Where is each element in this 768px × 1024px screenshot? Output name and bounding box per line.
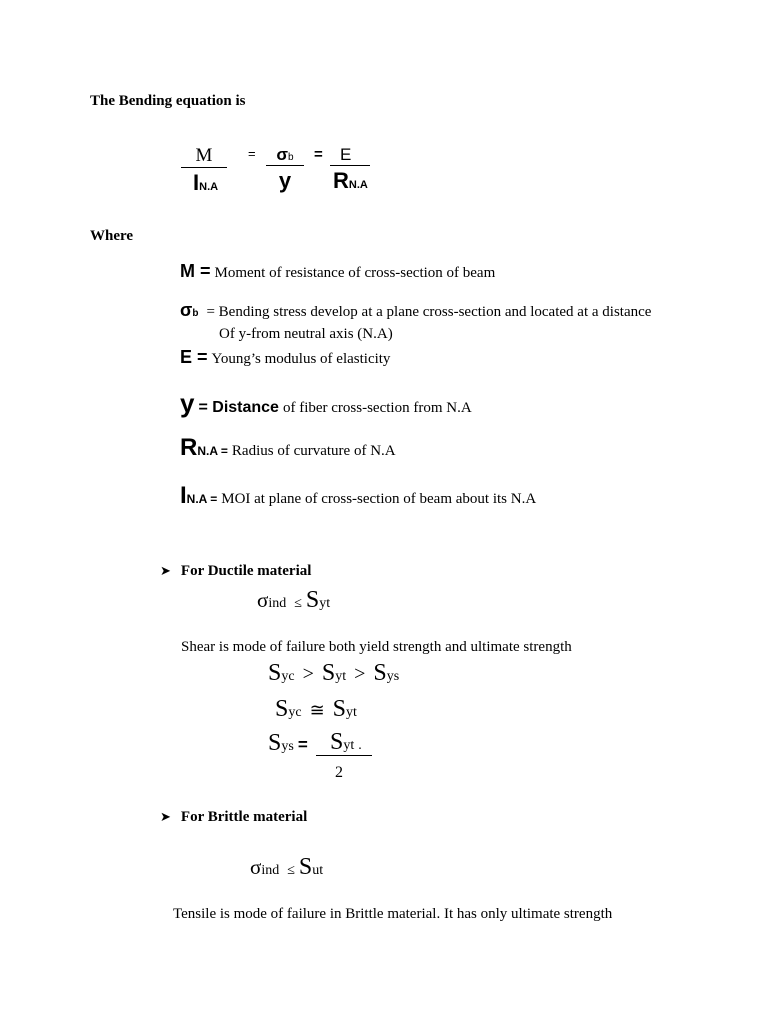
rel3-numerator xyxy=(316,730,372,756)
definition-e xyxy=(180,347,390,368)
ductile-relation-2 xyxy=(275,696,357,723)
denominator-y: y xyxy=(278,168,292,193)
numerator-sigma-sub: b xyxy=(288,152,294,163)
symbol-i-main: I xyxy=(180,482,187,509)
ductile-sigma: σ xyxy=(257,588,269,612)
definition-m xyxy=(180,261,495,282)
sigma-eq: = B xyxy=(206,304,229,320)
text-sigma-line2: Of y-from neutral axis (N.A) xyxy=(219,326,393,342)
symbol-sigma xyxy=(180,300,198,320)
symbol-y: y xyxy=(180,388,195,418)
right-arrowhead-icon: ➤ xyxy=(160,809,171,824)
brittle-s: S xyxy=(298,854,313,880)
numerator-e: E xyxy=(330,146,370,166)
ductile-title: For Ductile material xyxy=(180,563,312,579)
rel2-a-sub: yc xyxy=(288,705,302,720)
ductile-section-title xyxy=(160,562,311,580)
rel2-a: S xyxy=(275,696,289,722)
definition-r xyxy=(180,434,396,462)
denominator-i-main: I xyxy=(193,170,200,195)
rel3-dot: . xyxy=(358,738,362,753)
symbol-sigma-sub: b xyxy=(192,308,199,319)
symbol-sigma-main: σ xyxy=(180,300,193,320)
denominator-i xyxy=(181,168,227,194)
right-arrowhead-icon: ➤ xyxy=(160,563,171,578)
brittle-section-title xyxy=(160,808,307,826)
text-i: MOI at plane of cross-section of beam about its N.A xyxy=(221,491,537,507)
brittle-sigma: σ xyxy=(250,855,262,879)
equals-sign-2: = xyxy=(314,146,323,163)
rel1-c-sub: ys xyxy=(386,669,400,684)
definition-sigma xyxy=(180,300,651,321)
rel3-denominator: 2 xyxy=(335,764,343,781)
symbol-i-sub: N.A = xyxy=(186,492,218,506)
rel3-a: S xyxy=(268,730,282,756)
numerator-sigma xyxy=(266,146,304,166)
rel1-c: S xyxy=(373,660,387,686)
symbol-r-main: R xyxy=(180,434,198,461)
ductile-relation-3 xyxy=(268,730,308,757)
rel3-num: S xyxy=(330,729,344,755)
rel2-b-sub: yt xyxy=(346,705,357,720)
rel1-op2: > xyxy=(354,663,366,685)
numerator-m: M xyxy=(181,146,227,168)
where-label: Where xyxy=(90,228,134,244)
brittle-condition xyxy=(250,854,323,881)
rel3-a-sub: ys xyxy=(281,739,294,754)
brittle-leq: ≤ xyxy=(287,863,295,878)
symbol-r-sub: N.A = xyxy=(197,444,228,458)
text-y: of fiber cross-section from N.A xyxy=(282,400,472,416)
page-heading: The Bending equation is xyxy=(90,93,246,109)
brittle-s-sub: ut xyxy=(312,863,324,878)
definition-y xyxy=(180,388,472,419)
ductile-condition xyxy=(257,587,330,614)
text-m: Moment of resistance of cross-section of beam xyxy=(214,265,496,281)
brittle-sigma-sub: ind xyxy=(261,863,280,878)
equals-sign-1: = xyxy=(248,146,256,161)
rel1-op1: > xyxy=(302,663,314,685)
ductile-note: Shear is mode of failure both yield strength and ultimate strength xyxy=(181,639,572,655)
rel2-b: S xyxy=(332,696,347,722)
ductile-s-sub: yt xyxy=(319,596,331,611)
ductile-s: S xyxy=(305,587,320,613)
fraction-m-over-i xyxy=(181,146,227,194)
rel1-a: S xyxy=(268,660,282,686)
rel1-b-sub: yt xyxy=(335,669,347,684)
symbol-e: E = xyxy=(180,347,208,367)
ductile-leq: ≤ xyxy=(294,596,302,611)
brittle-title: For Brittle material xyxy=(180,809,308,825)
rel3-num-sub: yt xyxy=(343,738,355,753)
ductile-relation-1 xyxy=(268,660,399,687)
y-eq: = Distance xyxy=(198,399,279,416)
rel2-op: ≅ xyxy=(309,700,325,720)
denominator-r-sub: N.A xyxy=(348,179,368,191)
denominator-i-sub: N.A xyxy=(199,181,219,193)
rel1-b: S xyxy=(321,660,336,686)
rel1-a-sub: yc xyxy=(281,669,295,684)
text-e: Young’s modulus of elasticity xyxy=(211,351,391,367)
fraction-sigma-over-y xyxy=(266,146,304,192)
denominator-r-main: R xyxy=(333,168,349,193)
fraction-e-over-r xyxy=(330,146,370,192)
text-r: Radius of curvature of N.A xyxy=(231,443,396,459)
rel3-eq: = xyxy=(297,735,308,754)
text-sigma: ending stress develop at a plane cross-section and located at a distance xyxy=(228,304,652,320)
ductile-sigma-sub: ind xyxy=(268,596,287,611)
denominator-r xyxy=(330,166,370,192)
brittle-note: Tensile is mode of failure in Brittle material. It has only ultimate strength xyxy=(173,906,613,922)
numerator-sigma-main: σ xyxy=(276,145,289,164)
definition-i xyxy=(180,482,536,510)
symbol-m: M = xyxy=(180,261,211,281)
